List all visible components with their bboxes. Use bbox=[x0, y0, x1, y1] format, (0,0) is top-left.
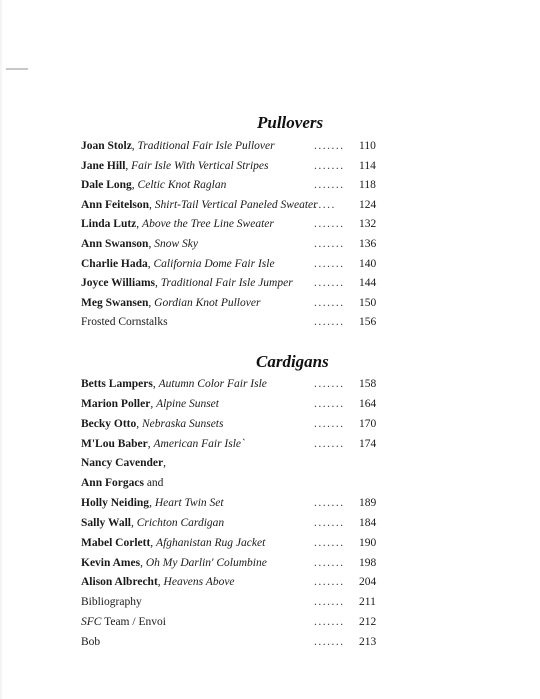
entry-separator: , bbox=[131, 179, 138, 192]
scan-artifact-mark bbox=[6, 68, 28, 70]
entry-author: Marion Poller bbox=[81, 397, 151, 410]
toc-entry bbox=[81, 633, 381, 653]
entry-author: Ann Feitelson bbox=[81, 198, 150, 211]
entry-plain-text: Bob bbox=[81, 635, 101, 648]
entry-title: Afghanistan Rug Jacket bbox=[156, 536, 266, 549]
scan-edge-shadow bbox=[0, 0, 3, 699]
toc-entry bbox=[81, 294, 381, 314]
entry-title: Celtic Knot Raglan bbox=[137, 179, 227, 192]
entry-separator: , bbox=[150, 397, 157, 410]
entry-page-number: 190 bbox=[359, 536, 377, 549]
toc-entry bbox=[81, 235, 381, 255]
toc-entry bbox=[81, 395, 381, 415]
entry-page-number: 140 bbox=[359, 257, 377, 270]
entry-separator: , bbox=[149, 497, 155, 510]
entry-separator: , bbox=[136, 218, 143, 231]
entry-author: Becky Otto bbox=[81, 417, 137, 430]
toc-entry bbox=[81, 514, 381, 534]
entry-title: Heart Twin Set bbox=[154, 497, 224, 510]
entry-page-number: 114 bbox=[359, 159, 376, 172]
entry-leader-dots: ....... bbox=[314, 277, 345, 290]
entry-title: American Fair Isle` bbox=[153, 437, 245, 450]
entry-leader-dots: ....... bbox=[314, 437, 345, 450]
entry-author: Linda Lutz bbox=[81, 218, 137, 231]
entry-leader-dots: ....... bbox=[314, 616, 345, 629]
toc-entry bbox=[81, 176, 381, 196]
entry-separator: , bbox=[125, 159, 132, 172]
entry-leader-dots: ....... bbox=[314, 218, 345, 231]
entry-title: Alpine Sunset bbox=[156, 397, 219, 410]
toc-entry bbox=[81, 573, 381, 593]
toc-entry bbox=[81, 454, 381, 474]
entry-separator: , bbox=[136, 417, 143, 430]
entry-plain-text: and bbox=[143, 477, 164, 490]
entry-author: Kevin Ames bbox=[81, 556, 141, 569]
entry-leader-dots: ....... bbox=[314, 497, 345, 510]
entry-author: Sally Wall bbox=[81, 516, 131, 529]
entry-page-number: 213 bbox=[359, 635, 377, 648]
entry-title: Oh My Darlin' Columbine bbox=[145, 556, 267, 569]
entry-author: Charlie Hada bbox=[81, 257, 148, 270]
entry-plain-text: Frosted Cornstalks bbox=[81, 316, 168, 329]
entry-leader-dots: ....... bbox=[314, 179, 345, 192]
entry-leader-dots: ....... bbox=[314, 296, 345, 309]
toc-entry bbox=[81, 554, 381, 574]
entry-leader-dots: ....... bbox=[314, 596, 345, 609]
toc-entry bbox=[81, 375, 381, 395]
entry-page-number: 212 bbox=[359, 616, 377, 629]
entry-page-number: 198 bbox=[359, 556, 377, 569]
entry-title: Shirt-Tail Vertical Paneled Sweater bbox=[154, 198, 318, 211]
entry-separator: , bbox=[148, 296, 155, 309]
pullovers-toc-list bbox=[81, 137, 381, 333]
toc-entry bbox=[81, 593, 381, 613]
entry-page-number: 204 bbox=[359, 576, 377, 589]
entry-author: Joan Stolz bbox=[81, 140, 132, 152]
toc-entry bbox=[81, 435, 381, 455]
entry-plain-text: Bibliography bbox=[81, 596, 142, 609]
entry-separator: , bbox=[150, 536, 157, 549]
toc-entry bbox=[81, 255, 381, 275]
entry-author: Joyce Williams bbox=[81, 277, 156, 290]
entry-separator: , bbox=[147, 437, 154, 450]
toc-entry bbox=[81, 137, 381, 157]
entry-separator: , bbox=[155, 277, 161, 290]
entry-leader-dots: ....... bbox=[314, 536, 345, 549]
entry-separator: , bbox=[152, 378, 159, 390]
entry-leader-dots: ....... bbox=[314, 378, 345, 390]
entry-leader-dots: ....... bbox=[314, 635, 345, 648]
entry-title: Heavens Above bbox=[163, 576, 235, 589]
entry-author: Jane Hill bbox=[81, 159, 126, 172]
toc-entry bbox=[81, 215, 381, 235]
entry-separator: , bbox=[148, 237, 155, 250]
entry-leader-dots: ....... bbox=[314, 417, 345, 430]
entry-title: California Dome Fair Isle bbox=[153, 257, 275, 270]
entry-leader-dots: ....... bbox=[314, 576, 345, 589]
entry-page-number: 124 bbox=[359, 198, 377, 211]
section-heading-cardigans: Cardigans bbox=[256, 352, 329, 371]
entry-title: Traditional Fair Isle Pullover bbox=[137, 140, 275, 152]
entry-separator: , bbox=[130, 516, 137, 529]
entry-leader-dots: ....... bbox=[314, 159, 345, 172]
entry-separator: , bbox=[163, 457, 166, 470]
entry-leader-dots: ....... bbox=[314, 556, 345, 569]
entry-author: Mabel Corlett bbox=[81, 536, 151, 549]
entry-author: Ann Swanson bbox=[81, 237, 149, 250]
entry-page-number: 170 bbox=[359, 417, 377, 430]
entry-page-number: 118 bbox=[359, 179, 376, 192]
entry-title: Crichton Cardigan bbox=[136, 516, 225, 529]
entry-page-number: 156 bbox=[359, 316, 377, 329]
entry-leader-dots: ..... bbox=[314, 198, 336, 211]
entry-separator: , bbox=[131, 140, 138, 152]
entry-leader-dots: ....... bbox=[314, 316, 345, 329]
entry-page-number: 150 bbox=[359, 296, 377, 309]
toc-entry bbox=[81, 274, 381, 294]
entry-separator: , bbox=[140, 556, 146, 569]
toc-entry bbox=[81, 613, 381, 633]
entry-page-number: 184 bbox=[359, 516, 377, 529]
entry-page-number: 164 bbox=[359, 397, 377, 410]
entry-title: Nebraska Sunsets bbox=[142, 417, 224, 430]
entry-leader-dots: ....... bbox=[314, 140, 345, 152]
entry-page-number: 174 bbox=[359, 437, 377, 450]
entry-page-number: 110 bbox=[359, 140, 376, 152]
entry-title: Gordian Knot Pullover bbox=[154, 296, 261, 309]
entry-author: Ann Forgacs bbox=[81, 477, 144, 490]
entry-plain-text: Team / Envoi bbox=[101, 616, 166, 629]
entry-leader-dots: ....... bbox=[314, 516, 345, 529]
entry-separator: , bbox=[147, 257, 154, 270]
entry-author: Nancy Cavender bbox=[81, 457, 164, 470]
entry-title: Above the Tree Line Sweater bbox=[142, 218, 274, 231]
entry-title: Traditional Fair Isle Jumper bbox=[160, 277, 293, 290]
entry-author: Meg Swansen bbox=[81, 296, 149, 309]
entry-leader-dots: ....... bbox=[314, 397, 345, 410]
entry-author: Holly Neiding bbox=[81, 497, 150, 510]
entry-page-number: 189 bbox=[359, 497, 377, 510]
entry-title: Snow Sky bbox=[154, 237, 198, 250]
entry-title: Fair Isle With Vertical Stripes bbox=[131, 159, 269, 172]
entry-page-number: 136 bbox=[359, 237, 377, 250]
cardigans-toc-list bbox=[81, 375, 381, 653]
toc-entry bbox=[81, 534, 381, 554]
entry-leader-dots: ....... bbox=[314, 257, 345, 270]
toc-entry bbox=[81, 494, 381, 514]
entry-author: M'Lou Baber bbox=[81, 437, 148, 450]
toc-entry bbox=[81, 313, 381, 333]
entry-page-number: 132 bbox=[359, 218, 377, 231]
section-heading-pullovers: Pullovers bbox=[257, 113, 324, 132]
entry-author: Dale Long bbox=[81, 179, 132, 192]
entry-title-italic: SFC bbox=[81, 616, 102, 629]
entry-leader-dots: ....... bbox=[314, 237, 345, 250]
toc-entry bbox=[81, 415, 381, 435]
entry-separator: , bbox=[149, 198, 155, 211]
entry-title: Autumn Color Fair Isle bbox=[158, 378, 267, 390]
entry-page-number: 158 bbox=[359, 378, 377, 390]
toc-entry bbox=[81, 474, 381, 494]
entry-author: Betts Lampers bbox=[81, 378, 153, 390]
toc-entry bbox=[81, 157, 381, 177]
entry-page-number: 144 bbox=[359, 277, 377, 290]
toc-entry bbox=[81, 196, 381, 216]
entry-separator: , bbox=[157, 576, 164, 589]
entry-page-number: 211 bbox=[359, 596, 376, 609]
entry-author: Alison Albrecht bbox=[81, 576, 158, 589]
